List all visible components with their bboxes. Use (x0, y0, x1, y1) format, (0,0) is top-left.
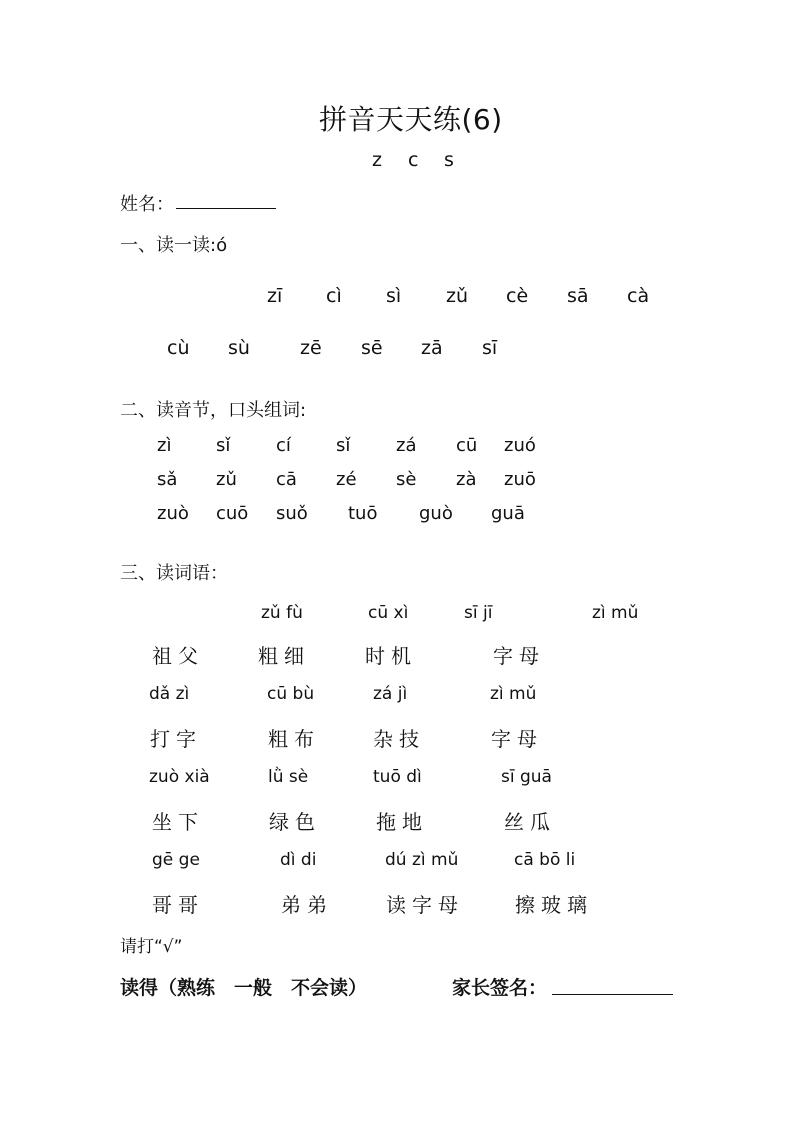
s1-syllable: zā (421, 337, 443, 359)
s3-word: 绿色 (269, 810, 321, 834)
reading-level-label: 读得（熟练 一般 不会读） (120, 977, 368, 999)
s1-syllable: sā (567, 285, 589, 307)
s2-syllable: suǒ (276, 503, 308, 524)
s3-word: 哥哥 (152, 893, 204, 917)
s2-syllable: zì (157, 435, 172, 456)
s2-syllable: zé (336, 469, 357, 490)
s1-syllable: zǔ (446, 285, 469, 307)
s2-syllable: sǐ (216, 435, 231, 456)
s2-syllable: zà (456, 469, 477, 490)
s3-pinyin: gē ge (152, 850, 200, 870)
s2-syllable: zá (396, 435, 417, 456)
s3-pinyin: lǜ sè (268, 767, 309, 787)
s3-pinyin: dǎ zì (149, 684, 190, 704)
section2-heading: 二、读音节，口头组词: (120, 400, 307, 421)
s1-syllable: sē (361, 337, 383, 359)
s3-pinyin: cā bō li (514, 850, 576, 870)
s3-pinyin: zì mǔ (490, 684, 537, 704)
s2-syllable: zuò (157, 503, 189, 524)
s3-word: 弟弟 (281, 893, 333, 917)
s3-pinyin: zá jì (373, 684, 408, 704)
letter-z: z (372, 149, 382, 171)
s2-syllable: zuó (504, 435, 536, 456)
s3-word: 字母 (491, 727, 543, 751)
s2-syllable: zǔ (216, 469, 237, 490)
s3-pinyin: zǔ fù (261, 603, 303, 623)
s1-syllable: sù (228, 337, 250, 359)
parent-signature-label: 家长签名： (452, 977, 548, 999)
s3-pinyin: sī jī (464, 603, 493, 623)
s1-syllable: sī (482, 337, 498, 359)
s1-syllable: cì (326, 285, 342, 307)
letter-c: c (408, 149, 419, 171)
s1-syllable: zē (300, 337, 322, 359)
s3-word: 读字母 (386, 893, 464, 917)
s2-syllable: cuō (216, 503, 249, 524)
s1-syllable: cà (627, 285, 650, 307)
s3-word: 拖地 (376, 810, 428, 834)
name-label: 姓名： (120, 194, 174, 215)
s1-syllable: sì (386, 285, 402, 307)
s3-word: 擦玻璃 (515, 893, 593, 917)
s2-syllable: zuō (504, 469, 536, 490)
s2-syllable: cí (276, 435, 291, 456)
s3-pinyin: sī guā (501, 767, 552, 787)
check-prompt: 请打“√” (120, 937, 183, 957)
s2-syllable: sǎ (157, 469, 178, 490)
s3-word: 字母 (493, 644, 545, 668)
s1-syllable: cù (167, 337, 190, 359)
s3-word: 坐下 (152, 810, 204, 834)
s3-pinyin: cū bù (267, 684, 315, 704)
s3-pinyin: tuō dì (373, 767, 422, 787)
page-title: 拼音天天练(6) (319, 103, 503, 136)
s1-syllable: zī (267, 285, 283, 307)
s3-word: 时机 (365, 644, 417, 668)
s2-syllable: guò (419, 503, 453, 524)
name-blank-line (176, 208, 276, 209)
s2-syllable: sè (396, 469, 417, 490)
parent-signature-line (552, 994, 673, 995)
s3-pinyin: zì mǔ (592, 603, 639, 623)
s3-word: 打字 (150, 727, 202, 751)
s3-pinyin: dú zì mǔ (385, 850, 459, 870)
s3-word: 粗布 (268, 727, 320, 751)
section3-heading: 三、读词语： (120, 563, 228, 584)
s2-syllable: cū (456, 435, 478, 456)
s3-word: 丝瓜 (504, 810, 556, 834)
s2-syllable: cā (276, 469, 297, 490)
s3-pinyin: zuò xià (149, 767, 210, 787)
section1-heading: 一、读一读:ó (120, 235, 228, 256)
s3-word: 杂技 (373, 727, 425, 751)
letter-s: s (444, 149, 454, 171)
s2-syllable: sǐ (336, 435, 351, 456)
s2-syllable: tuō (348, 503, 378, 524)
s3-pinyin: cū xì (368, 603, 409, 623)
s3-word: 粗细 (258, 644, 310, 668)
s3-pinyin: dì di (280, 850, 317, 870)
s1-syllable: cè (506, 285, 529, 307)
s2-syllable: guā (491, 503, 525, 524)
s3-word: 祖父 (152, 644, 204, 668)
